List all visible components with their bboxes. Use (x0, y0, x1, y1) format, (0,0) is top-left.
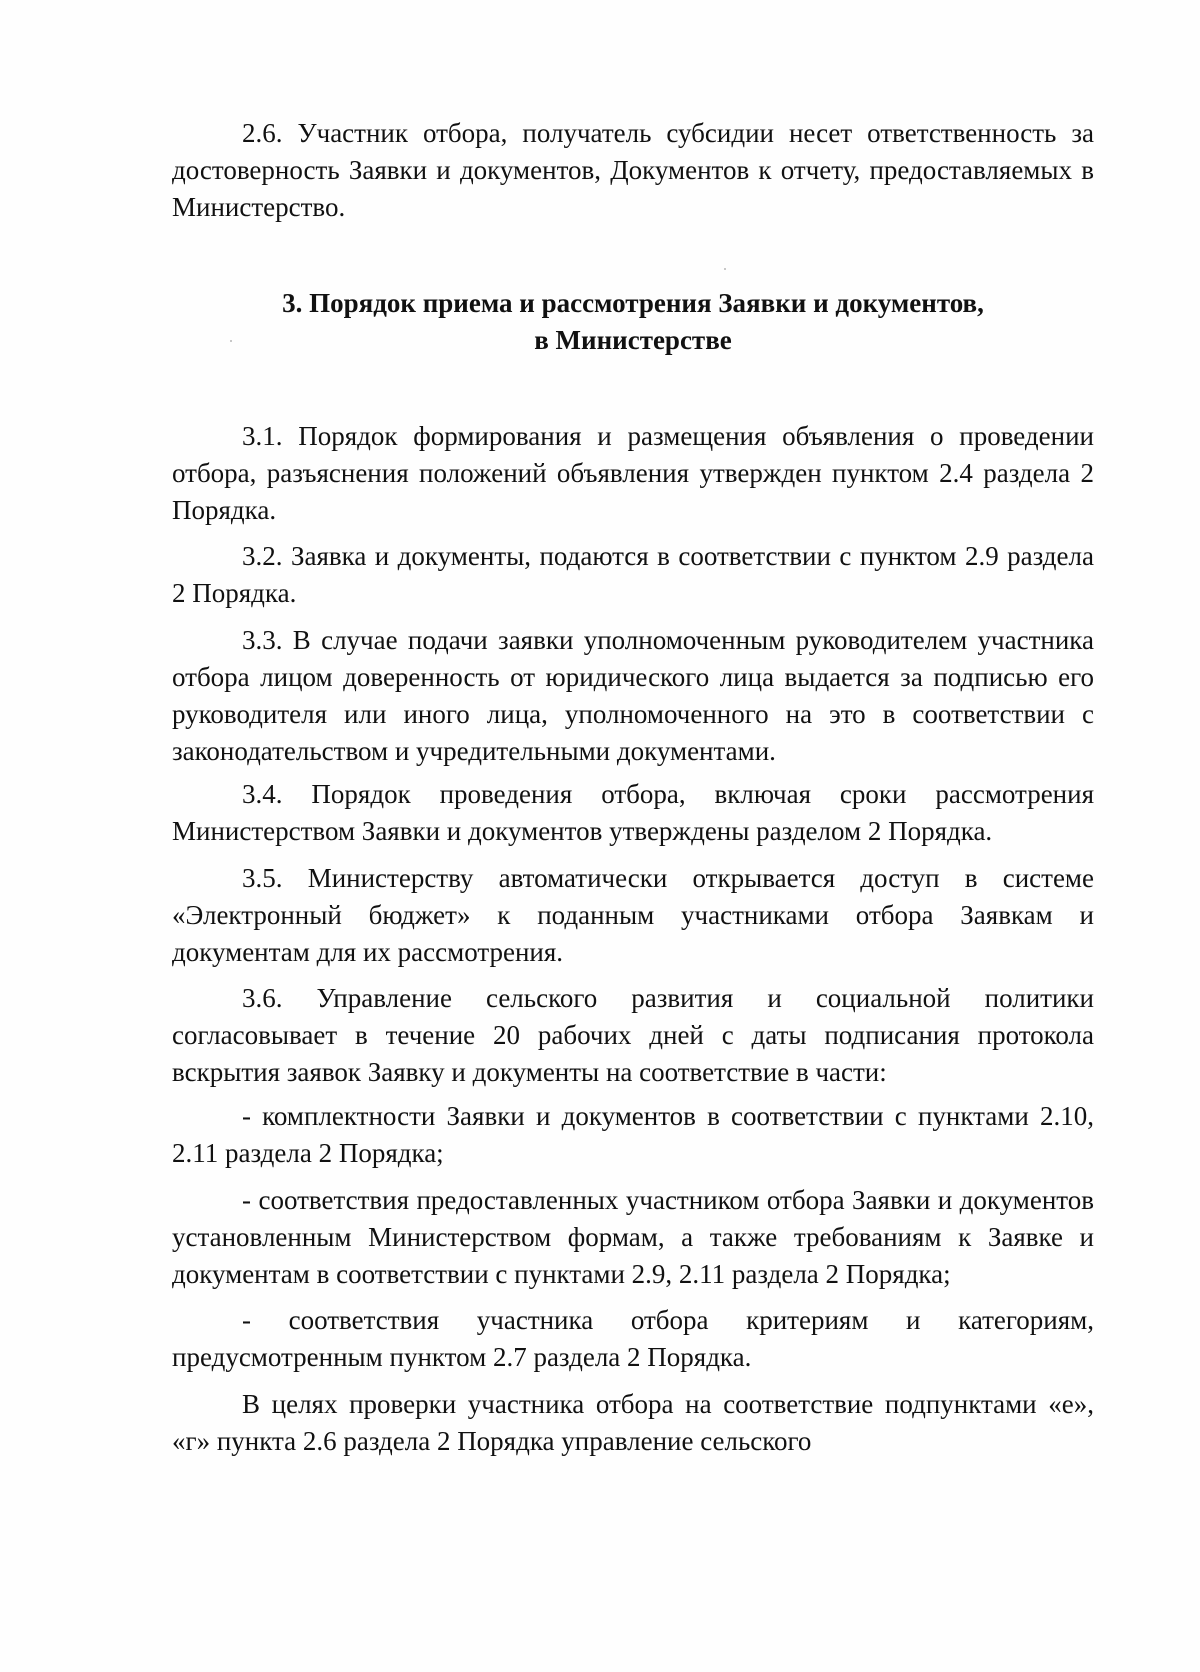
bullet-form-compliance: - соответствия предоставленных участником отбора Заявки и документов установленным Министерством формам, а также требованиям к Заявке и документам в соответствии с пунктами 2.9, 2.11 раздела 2 Порядка; (172, 1185, 1094, 1289)
paragraph-2-6: 2.6. Участник отбора, получатель субсидии несет ответственность за достоверность Заявки и документов, Документов к отчету, предоставляемых в Министерство. (172, 118, 1094, 222)
bullet-criteria-compliance: - соответствия участника отбора критериям и категориям, предусмотренным пунктом 2.7 раздела 2 Порядка. (172, 1305, 1094, 1372)
paragraph-3-4: 3.4. Порядок проведения отбора, включая сроки рассмотрения Министерством Заявки и документов утверждены разделом 2 Порядка. (172, 779, 1094, 846)
section-3-heading-line-1: 3. Порядок приема и рассмотрения Заявки и документов, (282, 288, 984, 318)
paragraph-3-6: 3.6. Управление сельского развития и социальной политики согласовывает в течение 20 рабочих дней с даты подписания протокола вскрытия заявок Заявку и документы на соответствие в части: (172, 983, 1094, 1087)
section-3-heading (172, 285, 1094, 359)
paragraph-tail: В целях проверки участника отбора на соответствие подпунктами «е», «г» пункта 2.6 раздела 2 Порядка управление сельского (172, 1389, 1094, 1456)
paragraph-3-1: 3.1. Порядок формирования и размещения объявления о проведении отбора, разъяснения положений объявления утвержден пунктом 2.4 раздела 2 Порядка. (172, 421, 1094, 525)
section-3-heading-line-2: в Министерстве (534, 325, 732, 355)
paragraph-3-2: 3.2. Заявка и документы, подаются в соответствии с пунктом 2.9 раздела 2 Порядка. (172, 541, 1094, 608)
paragraph-3-3: 3.3. В случае подачи заявки уполномоченным руководителем участника отбора лицом доверенность от юридического лица выдается за подписью его руководителя или иного лица, уполномоченного на это в соответствии с законодательством и учредительными документами. (172, 625, 1094, 766)
bullet-completeness: - комплектности Заявки и документов в соответствии с пунктами 2.10, 2.11 раздела 2 Порядка; (172, 1101, 1094, 1168)
paragraph-3-5: 3.5. Министерству автоматически открывается доступ в системе «Электронный бюджет» к поданным участниками отбора Заявкам и документам для их рассмотрения. (172, 863, 1094, 967)
scan-speck (724, 268, 726, 270)
